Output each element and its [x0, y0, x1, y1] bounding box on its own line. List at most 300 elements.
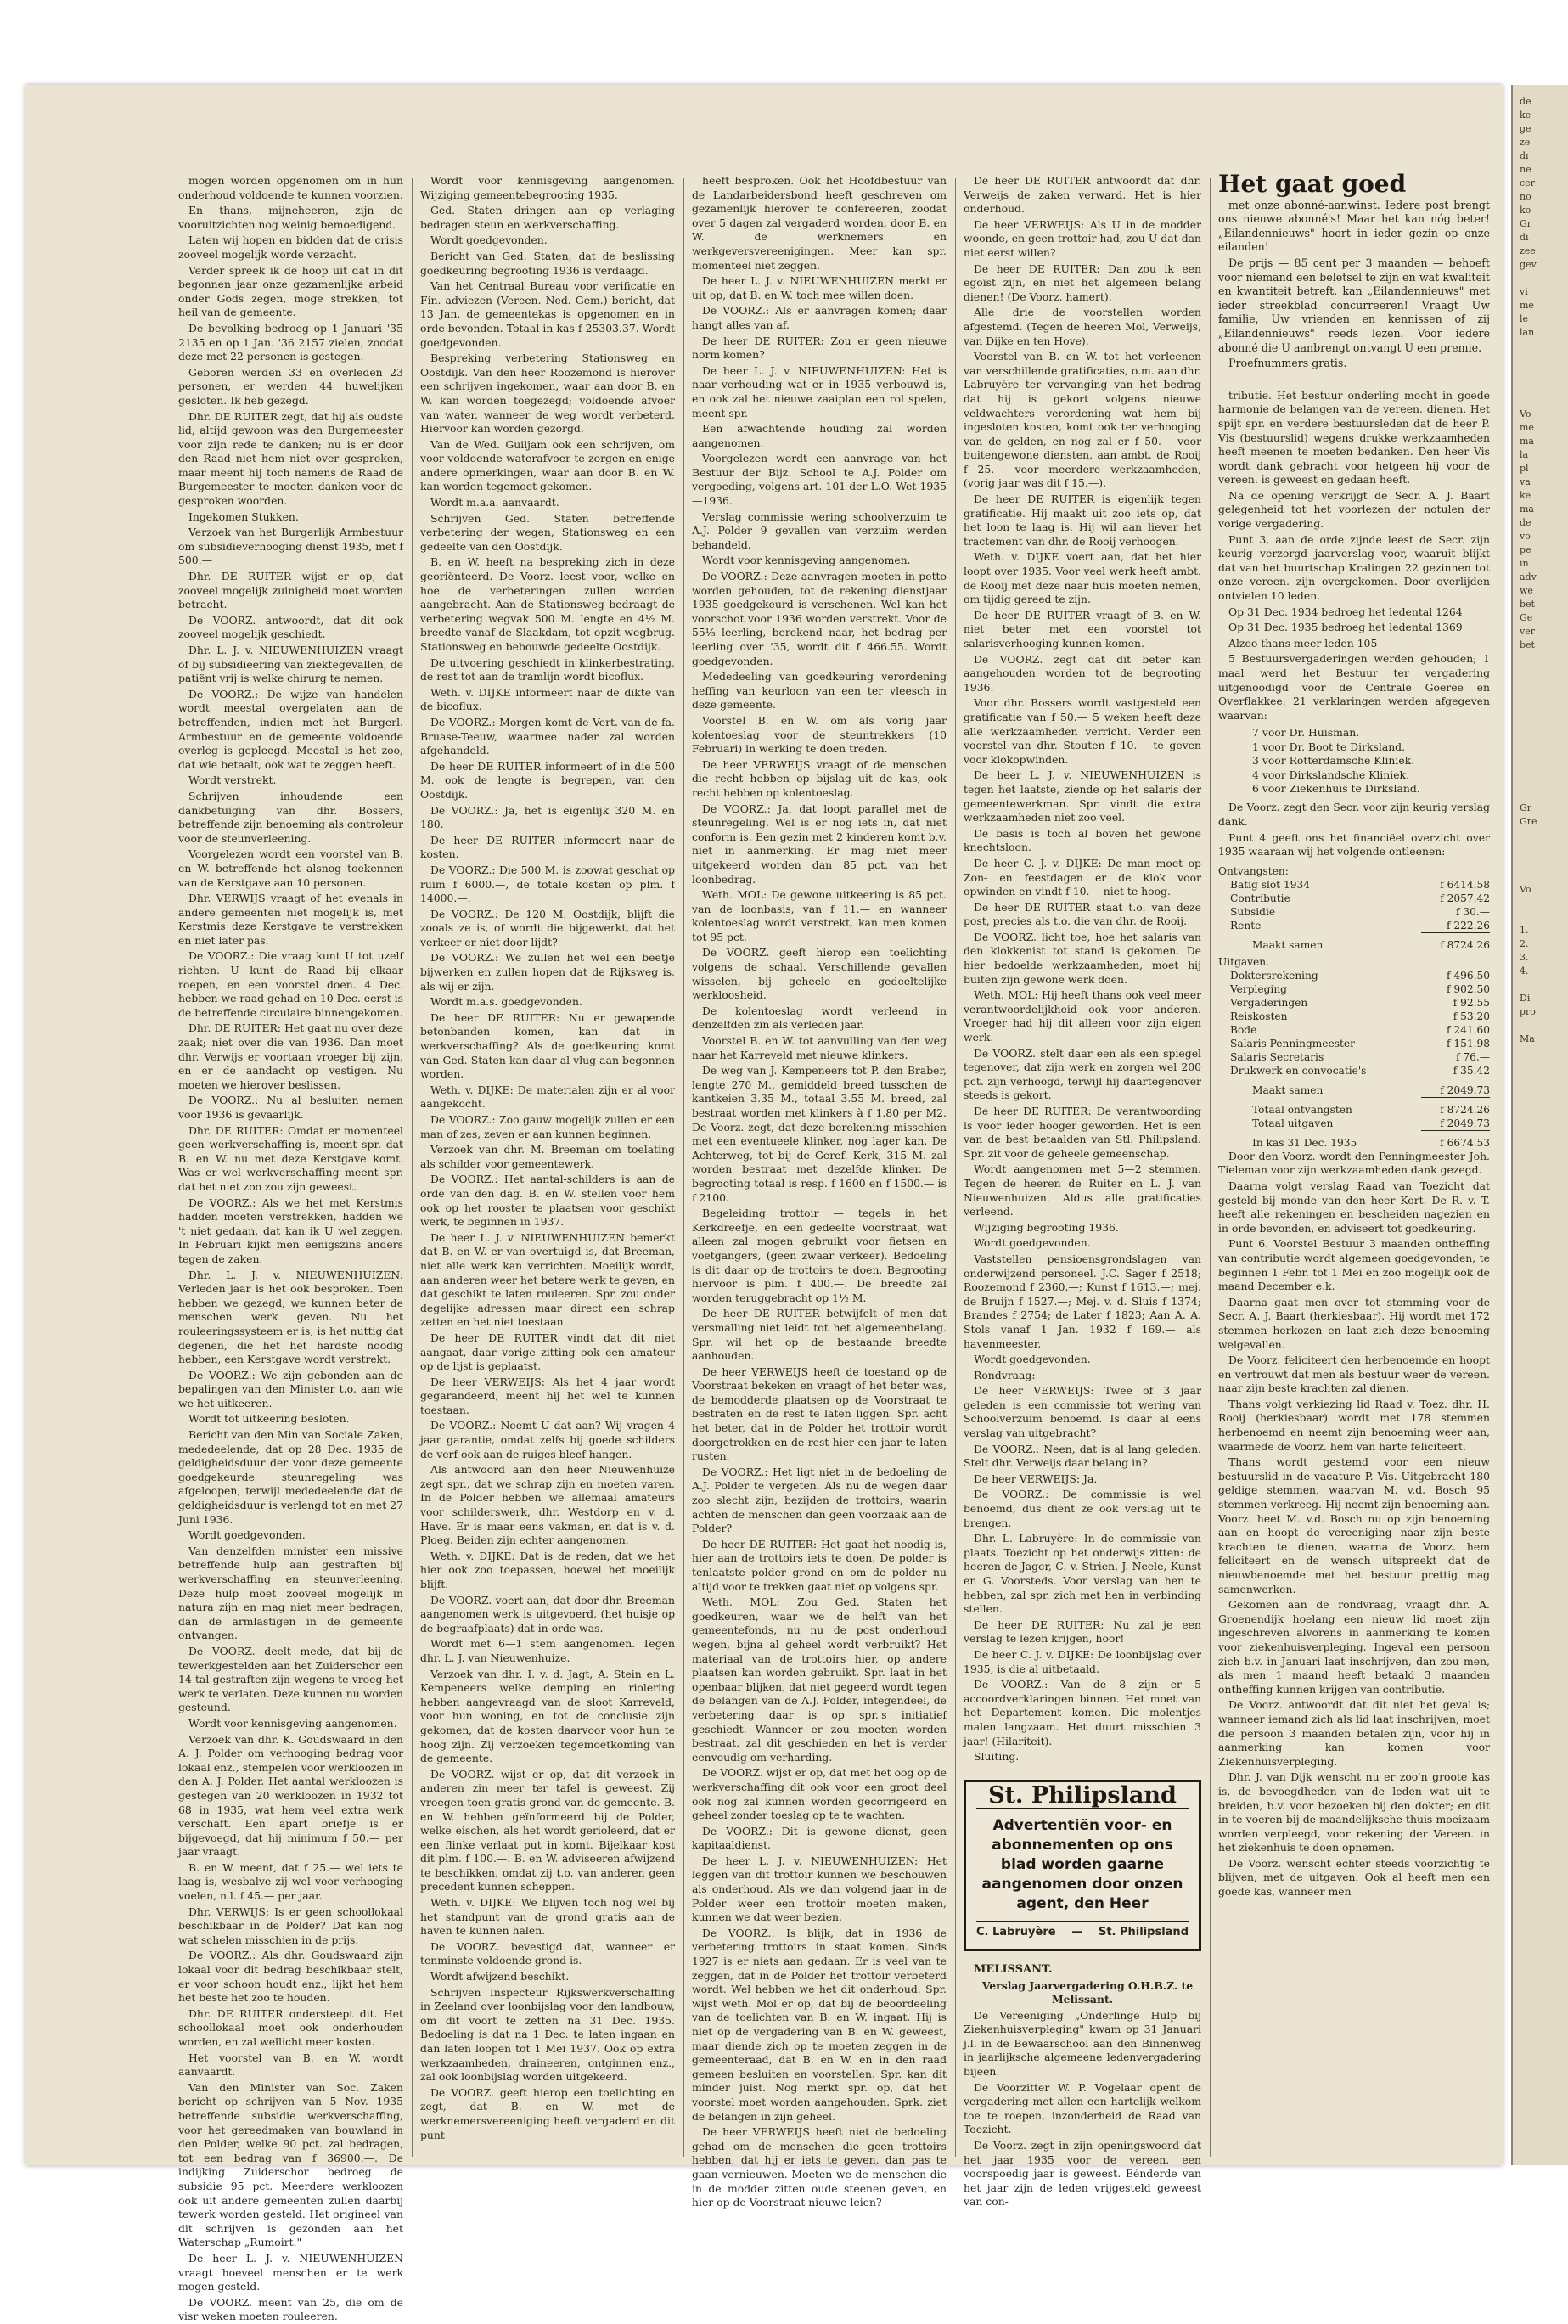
paragraph: De basis is toch al boven het gewone knechtsloon. — [964, 826, 1201, 854]
list-item: 1 voor Dr. Boot te Dirksland. — [1252, 740, 1406, 753]
ad-agent-name: C. Labruyère — [976, 1926, 1056, 1939]
adjacent-page-fragment: ko — [1520, 205, 1531, 216]
paragraph: Begeleiding trottoir — tegels in het Kerkdreefje, en een gedeelte Voorstraat, wat alleen zal mogen gebruikt voor fietsen en voetgangers, (geen zwaar verkeer). Bedoeling is dit daar op de trottoirs te doen. Begrooting hiervoor is plm. f 400.—. De breedte zal worden teruggebracht op 1½ M. — [692, 1207, 947, 1304]
paragraph: Een afwachtende houding zal worden aangenomen. — [692, 422, 947, 449]
paragraph: Door den Voorz. wordt den Penningmeester Joh. Tieleman voor zijn werkzaamheden dank gezegd. — [1218, 1149, 1490, 1177]
adjacent-page-fragment — [1520, 706, 1565, 720]
paragraph: Wordt goedgevonden. — [974, 1353, 1091, 1366]
article-council-column-3 — [692, 174, 947, 2209]
paragraph: Weth. v. DIJKE informeert naar de dikte van de bicoflux. — [420, 685, 675, 713]
paragraph: Ingekomen Stukken. — [188, 509, 299, 523]
paragraph: De VOORZ.: Die 500 M. is zoowat geschat op ruim f 6000.—, de totale kosten op plm. f 14000.—. — [420, 863, 675, 905]
paragraph: En thans, mijneheeren, zijn de vooruitzichten nog weinig bemoedigend. — [178, 204, 403, 231]
table-cell-label: Reiskosten — [1230, 1010, 1288, 1022]
paragraph: Dhr. DE RUITER: Omdat er momenteel geen werkverschaffing is, meent spr. dat B. en W. nu met deze Kerstgave komt. Was er wel werkverschaffing meent spr. dat het niet zoo zou zijn geweest. — [178, 1123, 403, 1193]
paragraph: De VOORZ.: Als dhr. Goudswaard zijn lokaal voor dit bedrag beschikbaar stelt, er voor schoon houdt enz., lijkt het hem het beste het zoo te houden. — [178, 1949, 403, 2005]
melissant-report-conclusion — [1218, 1150, 1490, 1899]
adjacent-page-fragment — [1520, 353, 1565, 367]
ad-body: Advertentiën voor- en abonnementen op ons blad worden gaarne aangenomen door onzen agent, den Heer — [981, 1817, 1183, 1913]
paragraph: Voorgelezen wordt een voorstel van B. en W. betreffende het alsnog toekennen van de Kerstgave aan 10 personen. — [178, 847, 403, 889]
table-row — [1218, 969, 1490, 982]
paragraph: De VOORZ.: De commissie is wel benoemd, dus dient ze ook verslag uit te brengen. — [964, 1488, 1201, 1529]
paragraph: De heer VERWEIJS vraagt of de menschen die recht hebben op bijslag uit de kas, ook recht hebben op kolentoeslag. — [692, 757, 947, 799]
paragraph: Verzoek van dhr. I. v. d. Jagt, A. Stein en L. Kempeneers welke demping en riolering hebben aangevraagd van de sloot Karreveld, voor hun woning, en tot de conclusie zijn gekomen, dat de kosten daarvoor voor hun te hoog zijn. Zij verzoeken tegemoetkoming van de gemeente. — [420, 1667, 675, 1765]
adjacent-page-fragment: Gr — [1520, 218, 1532, 229]
adjacent-page-fragment: di — [1520, 232, 1529, 243]
table-heading-row — [1218, 952, 1490, 969]
paragraph: De heer VERWEIJS heeft niet de bedoeling gehad om de menschen die geen trottoirs hebben, dat hij er iets te geven, dan pas te gaan vernieuwen. Moeten we de menschen die in de modder zitten oude steenen geven, en hier op de Voorstraat nieuwe leien? — [692, 2125, 947, 2209]
paragraph: Wordt goedgevonden. — [188, 1528, 306, 1542]
paragraph: Schrijven Ged. Staten betreffende verbetering der wegen, Stationsweg en een gedeelte van den Oostdijk. — [420, 511, 675, 553]
table-cell-value: f 30.— — [1456, 905, 1490, 918]
paragraph: Rondvraag: — [974, 1368, 1036, 1381]
table-row — [1218, 1050, 1490, 1064]
paragraph: Na de opening verkrijgt de Secr. A. J. Baart gelegenheid tot het voorlezen der notulen der vorige vergadering. — [1218, 488, 1490, 531]
adjacent-page-fragment: gev — [1520, 259, 1537, 270]
adjacent-page-fragment: 1. — [1520, 925, 1529, 936]
melissant-report-continued — [1218, 389, 1490, 723]
paragraph: De heer C. J. v. DIJKE: De man moet op Zon- en feestdagen er de klok voor opwinden en vindt f 10.— niet te hoog. — [964, 856, 1201, 898]
adjacent-page-fragment — [1520, 394, 1565, 408]
paragraph: Laten wij hopen en bidden dat de crisis zooveel mogelijk worde verzacht. — [178, 234, 403, 261]
paragraph: Weth. v. DIJKE: We blijven toch nog wel bij het standpunt van de grond gratis aan de haven te kunnen halen. — [420, 1896, 675, 1938]
paragraph: Voorgelezen wordt een aanvrage van het Bestuur der Bijz. School te A.J. Polder om vergoeding, volgens art. 101 der L.O. Wet 1935—1936. — [692, 452, 947, 508]
paragraph: De heer DE RUITER: Nu zal je een verslag te lezen krijgen, hoor! — [964, 1618, 1201, 1646]
adjacent-page-fragment: zee — [1520, 245, 1536, 256]
table-cell-label: Totaal ontvangsten — [1252, 1103, 1352, 1116]
paragraph: De Voorz. zegt in zijn openingswoord dat het jaar 1935 voor de vereen. een voorspoedig jaar is geweest. Eénderde van het jaar zijn de leden vrijgesteld geweest van con- — [964, 2139, 1201, 2209]
paragraph: Voor dhr. Bossers wordt vastgesteld een gratificatie van f 50.— 5 weken heeft deze alle werkzaamheden verricht. Verder een voorstel van dhr. Stouten f 10.— te geven voor klokopwinden. — [964, 696, 1201, 766]
adjacent-page-fragments — [1513, 85, 1568, 1073]
melissant-subheading: Verslag Jaarvergadering O.H.B.Z. te Melissant. — [981, 1978, 1194, 2006]
paragraph: De heer L. J. v. NIEUWENHUIZEN: Het leggen van dit trottoir kunnen we beschouwen als onderhoud. Als we dan volgend jaar in de Polder weer een trottoir moeten maken, kunnen we dat weer bezien. — [692, 1854, 947, 1924]
adjacent-page-fragment — [1520, 1019, 1565, 1033]
adjacent-page-fragment: va — [1520, 476, 1531, 487]
adjacent-page-fragment — [1520, 910, 1565, 924]
paragraph: Schrijven Inspecteur Rijkswerkverschaffing in Zeeland over loonbijslag voor den landbouw, om dit voort te zetten na 31 Dec. 1935. Bedoeling is dat na 1 Dec. te laten ingaan en dan laten loopen tot 1 Mei 1937. Ook op extra werkzaamheden, draineeren, ontginnen enz., zal ook loonbijslag worden uitgekeerd. — [420, 1985, 675, 2084]
paragraph: De heer DE RUITER vraagt of B. en W. niet beter met een voorstel tot salarisverhooging kunnen komen. — [964, 608, 1201, 650]
adjacent-page-fragment — [1520, 693, 1565, 706]
paragraph: De VOORZ. geeft hierop een toelichting en zegt, dat B. en W. met de werknemersvereeniging heeft vergaderd en dit punt — [420, 2085, 675, 2141]
table-cell-value: f 35.42 — [1453, 1064, 1490, 1077]
paragraph: De heer VERWEIJS heeft de toestand op de Voorstraat bekeken en vraagt of het beter was, de bemodderde plaatsen op de Voorstraat te bestraten en de rest te laten liggen. Spr. acht het beter, dat in de Polder het trottoir wordt doorgetrokken en de rest hier een jaar te laten rusten. — [692, 1365, 947, 1463]
paragraph: Ged. Staten dringen aan op verlaging bedragen steun en werkverschaffing. — [420, 204, 675, 231]
paragraph: Weth. v. DIJKE voert aan, dat het hier loopt over 1935. Voor veel werk heeft ambt. de Rooij met deze naar huis moeten nemen, om tijdig gereed te zijn. — [964, 550, 1201, 606]
table-cell-label: Subsidie — [1230, 905, 1276, 918]
adjacent-page-fragment: vi — [1520, 286, 1528, 297]
paragraph: Geboren werden 33 en overleden 23 personen, er werden 44 huwelijken gesloten. Ik heb gezegd. — [178, 365, 403, 407]
adjacent-page-fragment: pe — [1520, 544, 1531, 555]
column-rule — [955, 178, 956, 2157]
adjacent-page-fragment: bet — [1520, 599, 1535, 610]
paragraph: De heer VERWEIJS: Als U in de modder woonde, en geen trottoir had, zou U dat dan niet eerst willen? — [964, 217, 1201, 259]
adjacent-page-fragment — [1520, 1060, 1565, 1073]
table-row — [1218, 1078, 1490, 1097]
ad-title: St. Philipsland — [976, 1789, 1189, 1810]
paragraph: De VOORZ. licht toe, hoe het salaris van den klokkenist tot stand is gekomen. De hier bedoelde werkzaamheden, moet hij buiten zijn gewone werk doen. — [964, 930, 1201, 986]
table-cell-value: f 902.50 — [1446, 982, 1490, 995]
paragraph: Wordt met 6—1 stem aangenomen. Tegen dhr. L. J. van Nieuwenhuize. — [420, 1637, 675, 1664]
paragraph: 5 Bestuursvergaderingen werden gehouden; 1 maal werd het Bestuur ter vergadering uitgenoodigd voor de Centrale Goeree en Overflakkee; 21 verklaringen werden afgegeven waarvan: — [1218, 652, 1490, 722]
adjacent-page-fragment: 2. — [1520, 938, 1529, 949]
paragraph: Daarna gaat men over tot stemming voor de Secr. A. J. Baart (herkiesbaar). Hij wordt met 172 stemmen herkozen en laat zich deze benoeming welgevallen. — [1218, 1295, 1490, 1351]
adjacent-page-fragment: pro — [1520, 1006, 1536, 1017]
paragraph: Wordt m.a.s. goedgevonden. — [430, 995, 582, 1009]
table-cell-label: Verpleging — [1230, 982, 1287, 995]
paragraph: Dhr. L. J. v. NIEUWENHUIZEN vraagt of bij subsidieering van ziektegevallen, de patiënt vrij is welke chirurg te nemen. — [178, 644, 403, 685]
adjacent-page-fragment: Ma — [1520, 1033, 1535, 1044]
paragraph: Verzoek van het Burgerlijk Armbestuur om subsidieverhooging dienst 1935, met f 500.— — [178, 526, 403, 567]
paragraph: mogen worden opgenomen om in hun onderhoud voldoende te kunnen voorzien. — [178, 174, 403, 201]
section-heading-melissant: MELISSANT. — [974, 1962, 1053, 1976]
newspaper-page — [25, 85, 1503, 2323]
paragraph: Het voorstel van B. en W. wordt aanvaardt. — [178, 2051, 403, 2079]
adjacent-page-edge — [1511, 85, 1568, 2165]
adjacent-page-fragment: la — [1520, 449, 1529, 460]
paragraph: De VOORZ.: Zoo gauw mogelijk zullen er een man of zes, zeven er aan kunnen beginnen. — [420, 1113, 675, 1140]
paragraph: De heer DE RUITER: Dan zou ik een egoïst zijn, en niet het algemeen belang dienen! (De Voorz. hamert). — [964, 262, 1201, 303]
adjacent-page-fragment: ne — [1520, 164, 1531, 175]
paragraph: De Voorz. feliciteert den herbenoemde en hoopt en vertrouwt dat men als bestuur weer de vereen. naar zijn beste krachten zal dienen. — [1218, 1353, 1490, 1395]
financial-overview-table — [1218, 861, 1490, 1150]
table-cell-label: Rente — [1230, 920, 1262, 932]
declarations-list — [1252, 726, 1490, 796]
paragraph: De VOORZ.: We zijn gebonden aan de bepalingen van den Minister t.o. aan wie we het uitkeeren. — [178, 1368, 403, 1410]
paragraph: Wordt voor kennisgeving aangenomen. Wijziging gemeentebegrooting 1935. — [420, 174, 675, 201]
table-row — [1218, 1130, 1490, 1150]
paragraph: Punt 3, aan de orde zijnde leest de Secr. zijn keurig verzorgd jaarverslag voor, waaruit blijkt dat van het buurtschap Kralingen 22 gezinnen tot onze vereen. zijn overgekomen. Door overlijden ontvielen 10 leden. — [1218, 532, 1490, 603]
paragraph: Sluiting. — [974, 1750, 1020, 1764]
paragraph: De VOORZ. zegt dat dit beter kan aangehouden worden tot de begrooting 1936. — [964, 652, 1201, 694]
table-cell-label: Doktersrekening — [1230, 969, 1318, 982]
paragraph: tributie. Het bestuur onderling mocht in goede harmonie de belangen van de vereen. dienen. Het spijt spr. en verdere bestuursleden dat de heer P. Vis (bestuurslid) wegens drukke werkzaamheden heeft meenen te moeten bedanken. Den heer Vis wordt dank gebracht voor hetgeen hij voor de vereen. is geweest en gedaan heeft. — [1218, 388, 1490, 487]
adjacent-page-fragment: ge — [1520, 123, 1531, 134]
council-report-end — [964, 174, 1201, 1764]
adjacent-page-fragment: Vo — [1520, 884, 1531, 895]
paragraph: De heer VERWEIJS: Ja. — [974, 1471, 1098, 1485]
table-row — [1218, 996, 1490, 1010]
paragraph: Mededeeling van goedkeuring verordening heffing van keurloon van een ter vleesch in deze gemeente. — [692, 670, 947, 712]
adjacent-page-fragment: vo — [1520, 531, 1531, 542]
paragraph: Dhr. L. Labruyère: In de commissie van plaats. Toezicht op het onderwijs zitten: de heeren de Jager, C. v. Strien, J. Neele, Kunst en G. Voorsteds. Voor verslag van hen te hebben, zal spr. zich met hen in verbinding stellen. — [964, 1532, 1201, 1616]
paragraph: Als antwoord aan den heer Nieuwenhuize zegt spr., dat we schrap zijn en moeten varen. In de Polder hebben we allemaal amateurs voor schilderswerk, dhr. Westdorp en v. d. Have. Er is maar eens vakman, en dat is v. d. Ploeg. Beiden zijn echter aangenomen. — [420, 1463, 675, 1547]
adjacent-page-fragment — [1520, 869, 1565, 883]
adjacent-page-fragment: Ge — [1520, 612, 1533, 623]
adjacent-page-fragment: we — [1520, 585, 1533, 596]
table-cell-label: Vergaderingen — [1230, 996, 1308, 1009]
article-council-column-2 — [420, 174, 675, 2165]
table-cell-value: f 76.— — [1456, 1050, 1490, 1063]
adjacent-page-fragment: Gre — [1520, 816, 1537, 827]
paragraph: Gekomen aan de rondvraag, vraagt dhr. A. Groenendijk hoelang een nieuw lid moet zijn ingeschreven alvorens in aanmerking te komen voor ziekenhuisverpleging. Ingeval een persoon zich b.v. in Januari laat inschrijven, dan zou men, als men 1 maand heeft betaald 3 maanden ontheffing kunnen krijgen van contributie. — [1218, 1598, 1490, 1696]
table-cell-value: f 6414.58 — [1440, 878, 1490, 891]
table-row — [1218, 1010, 1490, 1023]
paragraph: Bericht van Ged. Staten, dat de beslissing goedkeuring begrooting 1936 is verdaagd. — [420, 249, 675, 277]
article-council-column-4 — [964, 174, 1201, 2209]
paragraph: De heer DE RUITER: Het gaat het noodig is, hier aan de trottoirs iets te doen. De polder is tenlaatste polder grond en om de polder nu altijd voor te trekken gaat niet op volgens spr. — [692, 1537, 947, 1593]
paragraph: De heer C. J. v. DIJKE: De loonbijslag over 1935, is die al uitbetaald. — [964, 1647, 1201, 1675]
paragraph: De VOORZ.: We zullen het wel een beetje bijwerken en zullen hopen dat de Rijksweg is, als wij er zijn. — [420, 951, 675, 993]
adjacent-page-fragment: ver — [1520, 626, 1535, 637]
paragraph: Weth. v. DIJKE: De materialen zijn er al voor aangekocht. — [420, 1083, 675, 1111]
paragraph: Vaststellen pensioensgrondslagen van onderwijzend personeel. J.C. Sager f 2518; Roozemond f 2360.—; Kunst f 1613.—; mej. de Bruijn f 1527.—; Mej. v. d. Sluis f 1374; Brandes f 2754; de Later f 1823; Aan A. A. Stols vanaf 1 Jan. 1932 f 169.— als havenmeester. — [964, 1252, 1201, 1350]
paragraph: De VOORZ. antwoordt, dat dit ook zooveel mogelijk geschiedt. — [178, 613, 403, 641]
melissant-report — [964, 2009, 1201, 2209]
adjacent-page-fragment: Di — [1520, 993, 1531, 1004]
paragraph: De VOORZ.: Als we het met Kerstmis hadden moeten verstrekken, hadden we 't niet gedaan, dat kan ik U wel zeggen. In Februari kijkt men eenigszins anders tegen de zaken. — [178, 1196, 403, 1265]
paragraph: De VOORZ. voert aan, dat door dhr. Breeman aangenomen werk is uitgevoerd, (het huisje op de begraafplaats) dat in orde was. — [420, 1593, 675, 1635]
headline-het-gaat-goed: Het gaat goed — [1218, 170, 1407, 198]
paragraph: Wordt m.a.a. aanvaardt. — [430, 496, 559, 509]
table-cell-label: Salaris Penningmeester — [1230, 1037, 1355, 1049]
promo-text — [1218, 199, 1490, 371]
paragraph: Dhr. DE RUITER wijst er op, dat zooveel mogelijk zuinigheid moet worden betracht. — [178, 570, 403, 611]
paragraph: heeft besproken. Ook het Hoofdbestuur van de Landarbeidersbond heeft geschreven om gezamenlijk hierover te confereeren, zoodat over 5 dagen zal vergaderd worden, door B. en W. de werknemers en werkgeversvereenigingen. Meer kan spr. momenteel niet zeggen. — [692, 174, 947, 272]
paragraph: De VOORZ.: Neemt U dat aan? Wij vragen 4 jaar garantie, omdat zelfs bij goede schilders de verf ook aan de ruiges bleef hangen. — [420, 1419, 675, 1460]
paragraph: De bevolking bedroeg op 1 Januari '35 2135 en op 1 Jan. '36 2157 zielen, zoodat deze met 22 personen is gestegen. — [178, 321, 403, 363]
paragraph: De heer DE RUITER: De verantwoording is voor ieder hooger geworden. Het is een van de best betaalden van Stl. Philipsland. Spr. zit voor de geheele gemeenschap. — [964, 1105, 1201, 1160]
paragraph: De VOORZ. meent van 25, die om de visr weken moeten rouleeren. — [178, 2295, 403, 2323]
adjacent-page-fragment — [1520, 829, 1565, 842]
table-cell-value: f 2049.73 — [1440, 1117, 1490, 1129]
adjacent-page-fragment: ke — [1520, 110, 1531, 121]
adjacent-page-fragment — [1520, 774, 1565, 788]
paragraph: De heer DE RUITER antwoordt dat dhr. Verweijs de zaken verward. Het is hier onderhoud. — [964, 174, 1201, 216]
adjacent-page-fragment: Gr — [1520, 802, 1532, 813]
adjacent-page-fragment — [1520, 761, 1565, 774]
adjacent-page-fragment: lan — [1520, 327, 1535, 338]
adjacent-page-fragment: ma — [1520, 504, 1534, 515]
paragraph: Dhr. DE RUITER ondersteept dit. Het schoollokaal moet ook onderhouden worden, en zal wellicht meer kosten. — [178, 2006, 403, 2048]
paragraph: Dhr. DE RUITER: Het gaat nu over deze zaak; niet over die van 1936. Dan moet dhr. Verwijs er voortaan vroeger bij zijn, en er de aandacht op vestigen. Nu moeten we hierover beslissen. — [178, 1021, 403, 1091]
table-row — [1218, 905, 1490, 919]
paragraph: Wordt goedgevonden. — [974, 1236, 1091, 1250]
adjacent-page-fragment: 4. — [1520, 965, 1529, 976]
advertisement-box — [964, 1780, 1201, 1951]
paragraph: Wijziging begrooting 1936. — [974, 1220, 1119, 1234]
table-row — [1218, 878, 1490, 892]
paragraph: De VOORZ.: Is blijk, dat in 1936 de verbetering trottoirs in staat komen. Sinds 1927 is er niets aan gedaan. Er is veel van te zeggen, dat in de Polder het trottoir verbeterd wordt. Wel hebben we het dit onderhoud. Spr. wijst weth. Mol er op, dat bij de beoordeeling van de toelichten van B. en W. ingaat. Hij is niet op de vergadering van B. en W. geweest, maar diende zich op te moeten zeggen in de gemeenteraad, dat B. en W. en in den raad gemeen besluiten en voorstellen. Spr. kan dit minder juist. Nog merkt spr. op, dat het voorstel moet worden aangehouden. Sprk. ziet de belangen in zijn geheel. — [692, 1926, 947, 2123]
paragraph: De VOORZ. wijst er op, dat met het oog op de werkverschaffing dit ook voor een groot deel ook nog zal kunnen worden gecorrigeerd en geheel zonder toeslag op te te wachten. — [692, 1766, 947, 1822]
adjacent-page-fragment — [1520, 666, 1565, 679]
table-heading: Uitgaven. — [1218, 955, 1269, 968]
adjacent-page-fragment — [1520, 380, 1565, 394]
table-row — [1218, 892, 1490, 905]
paragraph: Voorstel B. en W. om als vorig jaar kolentoeslag voor de steuntrekkers (10 Februari) in werking te doen treden. — [692, 713, 947, 756]
table-cell-value: f 2057.42 — [1440, 892, 1490, 904]
paragraph: Schrijven inhoudende een dankbetuiging van dhr. Bossers, betreffende zijn benoeming als controleur voor de steunverleening. — [178, 789, 403, 845]
paragraph: De Voorzitter W. P. Vogelaar opent de vergadering met allen een hartelijk welkom toe te roepen, inzonderheid de Raad van Toezicht. — [964, 2080, 1201, 2136]
paragraph: Wordt goedgevonden. — [430, 234, 548, 247]
table-row — [1218, 1117, 1490, 1131]
adjacent-page-fragment — [1520, 897, 1565, 910]
paragraph: Wordt voor kennisgeving aangenomen. — [702, 554, 911, 567]
paragraph: De VOORZ. bevestigd dat, wanneer er tenminste voldoende grond is. — [420, 1939, 675, 1967]
table-row — [1218, 919, 1490, 933]
table-heading-row — [1218, 861, 1490, 878]
paragraph: De Vereeniging „Onderlinge Hulp bij Ziekenhuisverpleging" kwam op 31 Januari j.l. in de Bewaarschool aan den Binnenweg in jaarlijksche algemeene ledenvergadering bijeen. — [964, 2008, 1201, 2079]
paragraph: Punt 6. Voorstel Bestuur 3 maanden ontheffing van contributie wordt algemeen goedgevonden, te beginnen 1 Febr. tot 1 Mei en zoo mogelijk ook de maand December e.k. — [1218, 1237, 1490, 1293]
paragraph: De heer DE RUITER staat t.o. van deze post, precies als t.o. die van dhr. de Rooij. — [964, 900, 1201, 928]
ad-dash: — — [1071, 1926, 1083, 1939]
melissant-report-finance-intro — [1218, 801, 1490, 858]
adjacent-page-fragment — [1520, 1046, 1565, 1060]
paragraph: Verder spreek ik de hoop uit dat in dit begonnen jaar onze gezamenlijke arbeid onder Gods zegen, moge strekken, tot heil van de gemeente. — [178, 263, 403, 319]
table-cell-label: Maakt samen — [1252, 938, 1324, 951]
paragraph: Thans wordt gestemd voor een nieuw bestuurslid in de vacature P. Vis. Uitgebracht 180 geldige stemmen, waarvan M. v.d. Bosch 95 stemmen verkreeg. Hij neemt zijn benoeming aan. Voorz. heet M. v.d. Bosch nu op zijn benoeming aan en hoopt de vereeniging naar zijn beste krachten te dienen, waarna de Voorz. hem feliciteert en de wensch uitspreekt dat de nieuwbenoemde met het bestuur prettig mag samenwerken. — [1218, 1455, 1490, 1595]
paragraph: Verslag commissie wering schoolverzuim te A.J. Polder 9 gevallen van verzuim werden behandeld. — [692, 509, 947, 551]
column-rule — [412, 178, 413, 2157]
paragraph: B. en W. meent, dat f 25.— wel iets te laag is, wesbalve zij wel voor verhooging voelen, n.l. f 45.— per jaar. — [178, 1860, 403, 1903]
adjacent-page-fragment: le — [1520, 313, 1529, 324]
paragraph: Van den Minister van Soc. Zaken bericht op schrijven van 5 Nov. 1935 betreffende subsidie werkverschaffing, voor het gereedmaken van bouwland in den Polder, welke 90 pct. zal bedragen, tot een bedrag van f 36900.—. De indijking Zuiderschor bedroeg de subsidie 95 pct. Meerdere werkloozen ook uit andere gemeenten zullen daarbij tewerk worden gesteld. Het origineel van dit schrijven is gezonden aan het Waterschap „Rumoirt." — [178, 2080, 403, 2249]
paragraph: Bespreking verbetering Stationsweg en Oostdijk. Van den heer Roozemond is hierover een schrijven ingekomen, waar aan door B. en W. kan worden toegezegd; voldoende afvoer van water, wanneer de weg wordt verbeterd. Hiervoor kan worden gezorgd. — [420, 352, 675, 436]
paragraph: De kolentoeslag wordt verleend in denzelfden zin als verleden jaar. — [692, 1004, 947, 1032]
paragraph: De Voorz. wenscht echter steeds voorzichtig te blijven, met de uitgaven. Ook al heeft men een goede kas, wanneer men — [1218, 1856, 1490, 1899]
paragraph: De VOORZ.: Nu al besluiten nemen voor 1936 is gevaarlijk. — [178, 1094, 403, 1121]
table-cell-value: f 2049.73 — [1421, 1078, 1490, 1097]
adjacent-page-fragment: me — [1520, 422, 1534, 433]
paragraph: De VOORZ.: De wijze van handelen wordt meestal overgelaten aan de betreffenden, indien met het Burgerl. Armbestuur en de gemeente voldoende overleg is gepleegd. Meestal is het zoo, dat wie betaalt, ook wat te zeggen heeft. — [178, 687, 403, 771]
paragraph: De weg van J. Kempeneers tot P. den Braber, lengte 270 M., gemiddeld breed tusschen de kantkeien 3.35 M., totaal 3.55 M. breed, zal bestraat worden met klinkers à f 1.80 per M2. De Voorz. zegt, dat deze berekening misschien met een eventueele klinker, nog lager kan. De Achterweg, tot bij de Geref. Kerk, 315 M. zal worden bestraat met dezelfde klinker. De begrooting totaal is resp. f 1600 en f 1500.— is f 2100. — [692, 1064, 947, 1204]
paragraph: De prijs — 85 cent per 3 maanden — behoeft voor niemand een beletsel te zijn en wat kwaliteit en kwantiteit betreft, kan „Eilandennieuws" met ieder streekblad concurreeren! Vraagt Uw familie, Uw vrienden en kennissen of zij „Eilandennieuws" reeds lezen. Voor iedere abonné die U aanbrengt ontvangt U een premie. — [1218, 256, 1490, 354]
table-row — [1218, 932, 1490, 952]
table-cell-value: f 151.98 — [1446, 1037, 1490, 1049]
table-row — [1218, 1023, 1490, 1037]
adjacent-page-fragment — [1520, 272, 1565, 285]
paragraph: De Voorz. zegt den Secr. voor zijn keurig verslag dank. — [1218, 801, 1490, 828]
paragraph: De VOORZ.: Morgen komt de Vert. van de fa. Bruase-Teeuw, waarmee nader zal worden afgehandeld. — [420, 715, 675, 757]
paragraph: Dhr. J. van Dijk wenscht nu er zoo'n groote kas is, de bevoegdheden van de leden wat uit te breiden, b.v. voor bezoeken bij den dokter; en dit in te voeren bij de maandelijksche thuis moeizaam worden verpleegd, voor rekening der Vereen. in het ziekenhuis te doen opnemen. — [1218, 1770, 1490, 1854]
paragraph: De heer DE RUITER: Zou er geen nieuwe norm komen? — [692, 334, 947, 362]
table-cell-label: Batig slot 1934 — [1230, 878, 1310, 891]
paragraph: Voorstel B. en W. tot aanvulling van den weg naar het Karreveld met nieuwe klinkers. — [692, 1034, 947, 1061]
table-cell-label: Bode — [1230, 1023, 1257, 1036]
column-rule — [1210, 178, 1211, 2157]
adjacent-page-fragment: in — [1520, 558, 1529, 569]
adjacent-page-fragment — [1520, 652, 1565, 666]
paragraph: Weth. v. DIJKE: Dat is de reden, dat we het hier ook zoo toepassen, hoewel het moeilijk blijft. — [420, 1549, 675, 1590]
paragraph: Wordt afwijzend beschikt. — [430, 1970, 570, 1984]
paragraph: Dhr. DE RUITER zegt, dat hij als oudste lid, altijd gewoon was den Burgemeester voor zijn rede te danken; nu is er door den Raad niet hem niet over gesproken, maar meent hij toch namens de Raad de Burgemeester te moeten danken voor de gesproken woorden. — [178, 409, 403, 508]
paragraph: Van het Centraal Bureau voor verificatie en Fin. adviezen (Vereen. Ned. Gem.) bericht, dat 13 Jan. de gemeentekas is opgenomen en in orde bevonden. Totaal in kas f 25303.37. Wordt goedgevonden. — [420, 279, 675, 349]
table-cell-value: f 496.50 — [1446, 969, 1490, 982]
paragraph: De heer VERWEIJS: Als het 4 jaar wordt gegarandeerd, meent hij het wel te kunnen toestaan. — [420, 1375, 675, 1416]
adjacent-page-fragment: Vo — [1520, 408, 1531, 419]
table-cell-label: Contributie — [1230, 892, 1290, 904]
table-cell-value: f 92.55 — [1453, 996, 1490, 1009]
paragraph: De heer L. J. v. NIEUWENHUIZEN is tegen het laatste, ziende op het salaris der gemeentewerkman. Spr. vindt die extra werkzaamheden niet zoo veel. — [964, 768, 1201, 824]
table-row — [1218, 1064, 1490, 1078]
paragraph: De VOORZ. deelt mede, dat bij de tewerkgestelden aan het Zuiderschor een 14-tal gestraften zijn wegens te vroeg het werk te verlaten. Deze kunnen nu worden gesteund. — [178, 1644, 403, 1714]
paragraph: De heer L. J. v. NIEUWENHUIZEN bemerkt dat B. en W. er van overtuigd is, dat Breeman, niet alle werk kan verrichten. Moeilijk wordt, aan anderen weer het betere werk te geven, en dat geschikt te laten rouleeren. Spr. zou onder degelijke adressen maar direct een schrap zetten en het niet toestaan. — [420, 1230, 675, 1329]
paragraph: De VOORZ. wijst er op, dat dit verzoek in anderen zin meer ter tafel is geweest. Zij vroegen toen gratis grond van de gemeente. B. en W. hebben geïnformeerd bij de Polder, welke eischen, als het wordt gerioleerd, dat er een flinke verlaat put in komt. Bijelkaar kost dit plm. f 100.—. B. en W. adviseeren afwijzend te beschikken, omdat zij t.o. van anderen geen precedent kunnen scheppen. — [420, 1767, 675, 1894]
list-item: 7 voor Dr. Huisman. — [1252, 726, 1360, 740]
paragraph: Op 31 Dec. 1935 bedroeg het ledental 1369 — [1228, 621, 1463, 634]
table-cell-label: Maakt samen — [1252, 1083, 1324, 1096]
paragraph: Bericht van den Min van Sociale Zaken, mededeelende, dat op 28 Dec. 1935 de geldigheidsduur der voor deze gemeente goedgekeurde steunregeling was afgeloopen, terwijl mededeelende dat de geldigheidsduur is verlengd tot en met 27 Juni 1936. — [178, 1428, 403, 1526]
adjacent-page-fragment: ze — [1520, 137, 1531, 148]
paragraph: De heer DE RUITER informeert of in die 500 M. ook de lengte is begrepen, van den Oostdijk. — [420, 759, 675, 801]
paragraph: De heer DE RUITER betwijfelt of men dat versmalling niet leidt tot het algemeenbelang. Spr. wil het op de bestaande breedte aanhouden. — [692, 1307, 947, 1363]
list-item: 4 voor Dirkslandsche Kliniek. — [1252, 768, 1410, 781]
paragraph: Op 31 Dec. 1934 bedroeg het ledental 1264 — [1228, 605, 1463, 618]
paragraph: De VOORZ.: Het ligt niet in de bedoeling de A.J. Polder te vergeten. Als nu de wegen daar zoo slecht zijn, bezijden de trottoirs, waarin achten de menschen dan geen voorzaak aan de Polder? — [692, 1465, 947, 1535]
adjacent-page-fragment — [1520, 720, 1565, 734]
adjacent-page-fragment — [1520, 340, 1565, 353]
paragraph: De VOORZ.: De 120 M. Oostdijk, blijft die zooals ze is, of wordt die bijgewerkt, dat het verkeer er niet door lijdt? — [420, 907, 675, 948]
paragraph: De heer VERWEIJS: Twee of 3 jaar geleden is een commissie tot wering van Schoolverzuim benoemd. Is daar al eens verslag van uitgebracht? — [964, 1384, 1201, 1440]
paragraph: De Voorz. antwoordt dat dit niet het geval is; wanneer iemand zich als lid laat inschrijven, moet die persoon 3 maanden betalen zijn, voor hij in aanmerking kan komen voor Ziekenhuisverpleging. — [1218, 1698, 1490, 1768]
adjacent-page-fragment: adv — [1520, 571, 1537, 582]
article-column-5 — [1218, 170, 1490, 2165]
paragraph: Verzoek van dhr. M. Breeman om toelating als schilder voor gemeentewerk. — [420, 1143, 675, 1170]
paragraph: Punt 4 geeft ons het financiëel overzicht over 1935 waaraan wij het volgende ontleenen: — [1218, 830, 1490, 858]
paragraph: Verzoek van dhr. K. Goudswaard in den A. J. Polder om verhooging bedrag voor lokaal enz., stempelen voor werkloozen in den A. J. Polder. Het aantal werkloozen is gestegen van 20 werkloozen in 1932 tot 68 in 1935, wat hem veel extra werk verschaft. Een apart briefje is er bijgevoegd, dat hij minimum f 50.— per jaar vraagt. — [178, 1732, 403, 1859]
paragraph: met onze abonné-aanwinst. Iedere post brengt ons nieuwe abonné's! Maar het kan nóg beter! „Eilandennieuws" hoort in ieder gezin op onze eilanden! — [1218, 198, 1490, 254]
adjacent-page-fragment — [1520, 734, 1565, 747]
adjacent-page-fragment — [1520, 788, 1565, 802]
paragraph: De VOORZ. geeft hierop een toelichting volgens de schaal. Verschillende gevallen wisselen, bij geheele en gedeeltelijke werkloosheid. — [692, 946, 947, 1002]
paragraph: De VOORZ.: Van de 8 zijn er 5 accoordverklaringen binnen. Het moet van het Departement komen. Die molentjes malen langzaam. Het duurt misschien 3 jaar! (Hilariteit). — [964, 1678, 1201, 1747]
paragraph: De VOORZ.: Ja, het is eigenlijk 320 M. en 180. — [420, 803, 675, 831]
ad-place: St. Philipsland — [1098, 1926, 1189, 1939]
paragraph: De VOORZ.: Deze aanvragen moeten in petto worden gehouden, tot de rekening dienstjaar 1935 goedgekeurd is verschenen. Wel kan het voorschot voor 1936 worden verstrekt. Voor de 55⅓ leerling, berekend naar, het bedrag per leerling over '35, wordt dit f 466.55. Wordt goedgevonden. — [692, 570, 947, 667]
paragraph: De VOORZ.: Neen, dat is al lang geleden. Stelt dhr. Verweijs daar belang in? — [964, 1442, 1201, 1470]
paragraph: Thans volgt verkiezing lid Raad v. Toez. dhr. H. Rooij (herkiesbaar) wordt met 178 stemmen herbenoemd en neemt zijn benoeming weer aan, waarmede de Voorz. hem van harte feliciteert. — [1218, 1397, 1490, 1453]
paragraph: Wordt tot uitkeering besloten. — [188, 1412, 350, 1426]
adjacent-page-fragment: de — [1520, 96, 1531, 107]
table-cell-label: Totaal uitgaven — [1252, 1117, 1334, 1130]
paragraph: Weth. MOL: Hij heeft thans ook veel meer verantwoordelijkheid ook voor anderen. Vroeger had hij dit alleen voor zijn eigen werk. — [964, 988, 1201, 1044]
table-row — [1218, 982, 1490, 996]
paragraph: Weth. MOL: Zou Ged. Staten het goedkeuren, waar we de helft van het gemeentefonds, nu nu de post onderhoud wegen, bijna al geheel wordt verbruikt? Het materiaal van de trottoirs hier, op andere plaatsen kan worden gebruikt. Spr. laat in het openbaar blijken, dat niet gegeerd wordt tegen de belangen van de A.J. Polder, integendeel, de verbetering daar is op spr.'s initiatief geschiedt. Wanneer er zou moeten worden bestraat, zal dit geschieden en het is verder eenvoudig om verharding. — [692, 1595, 947, 1764]
adjacent-page-fragment: cer — [1520, 177, 1535, 189]
paragraph: De uitvoering geschiedt in klinkerbestrating, de rest tot aan de tramlijn wordt bicoflux. — [420, 656, 675, 684]
table-row — [1218, 1037, 1490, 1050]
paragraph: Van de Wed. Guiljam ook een schrijven, om voor voldoende waterafvoer te zorgen en enige andere opmerkingen, waar aan door B. en W. kan worden tegemoet gekomen. — [420, 437, 675, 493]
adjacent-page-fragment: me — [1520, 300, 1534, 311]
adjacent-page-fragment: bet — [1520, 639, 1535, 650]
table-cell-label: In kas 31 Dec. 1935 — [1252, 1136, 1357, 1149]
table-cell-label: Salaris Secretaris — [1230, 1050, 1324, 1063]
paragraph: De VOORZ.: Ja, dat loopt parallel met de steunregeling. Wel is er nog iets in, dat niet conform is. Een gezin met 2 kinderen komt b.v. niet in aanmerking. Er mag niet meer uitgekeerd worden dan 85 pct. van het loonbedrag. — [692, 802, 947, 886]
paragraph: De heer DE RUITER informeert naar de kosten. — [420, 833, 675, 861]
paragraph: Alzoo thans meer leden 105 — [1228, 636, 1378, 650]
paragraph: Wordt aangenomen met 5—2 stemmen. Tegen de heeren de Ruiter en L. J. van Nieuwenhuizen. Aldus alle gratificaties verleend. — [964, 1162, 1201, 1218]
paragraph: Alle drie de voorstellen worden afgestemd. (Tegen de heeren Mol, Verweijs, van Dijke en ten Hove). — [964, 306, 1201, 347]
paragraph: De heer DE RUITER: Nu er gewapende betonbanden komen, kan dat in werkverschaffing? Als de goedkeuring komt van Ged. Staten kan daar al vlug aan begonnen worden. — [420, 1010, 675, 1081]
column-rule — [683, 178, 684, 2157]
table-cell-value: f 222.26 — [1446, 919, 1490, 931]
adjacent-page-fragment — [1520, 856, 1565, 869]
adjacent-page-fragment: de — [1520, 517, 1531, 528]
table-row — [1218, 1097, 1490, 1117]
adjacent-page-fragment — [1520, 367, 1565, 380]
paragraph: Proefnummers gratis. — [1228, 357, 1347, 370]
list-item: 6 voor Ziekenhuis te Dirksland. — [1252, 782, 1420, 795]
list-item: 3 voor Rotterdamsche Kliniek. — [1252, 754, 1415, 768]
adjacent-page-fragment: ke — [1520, 490, 1531, 501]
paragraph: De VOORZ.: Als er aanvragen komen; daar hangt alles van af. — [692, 304, 947, 331]
paragraph: De heer DE RUITER vindt dat dit niet aangaat, daar vorige zitting ook een amateur op de lijst is geplaatst. — [420, 1331, 675, 1373]
article-council-column-1 — [178, 174, 403, 2323]
table-cell-value: f 53.20 — [1453, 1010, 1490, 1022]
ad-footer — [976, 1921, 1189, 1940]
paragraph: De heer DE RUITER is eigenlijk tegen gratificatie. Hij maakt uit zoo iets op, dat het loon te laag is. Hij wil aan liever het tractement van dhr. de Rooij verhoogen. — [964, 492, 1201, 548]
table-cell-value: f 6674.53 — [1421, 1130, 1490, 1150]
paragraph: De VOORZ.: Dit is gewone dienst, geen kapitaaldienst. — [692, 1824, 947, 1852]
